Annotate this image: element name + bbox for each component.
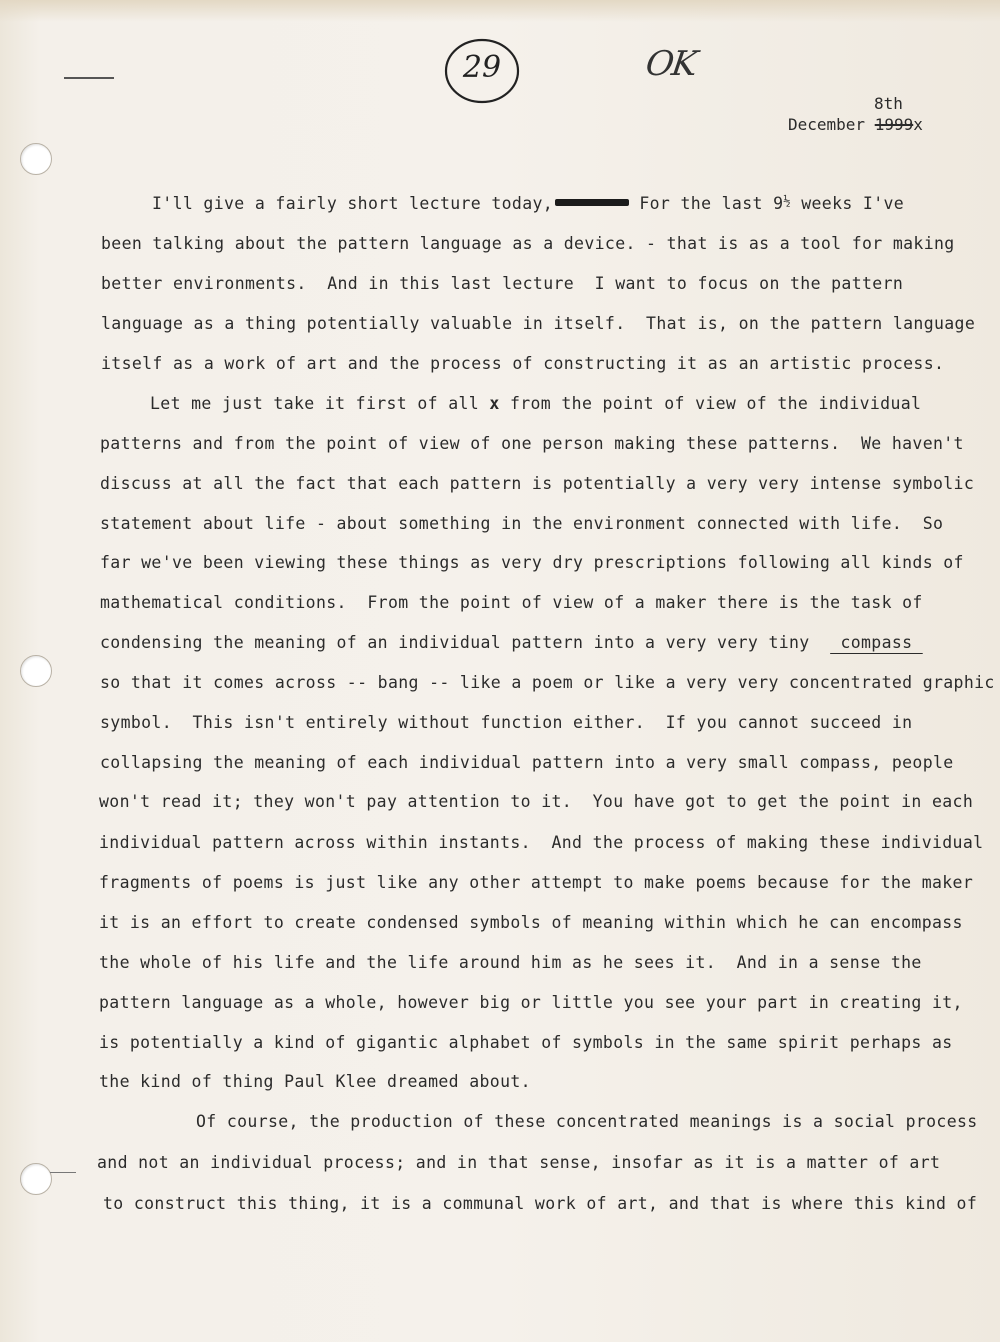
stray-pen-mark [64,77,114,79]
text-line: discuss at all the fact that each pattern is potentially a very very intense symbolic [100,474,975,493]
text-line: mathematical conditions. From the point of view of a maker there is the task of [100,593,923,612]
page-number-annotation [442,36,522,106]
typed-x-mark: x [489,394,500,413]
ok-handwritten-mark: OK [643,44,699,84]
text-line: collapsing the meaning of each individual pattern into a very small compass, people [100,753,954,772]
fraction-half: ½ [783,194,791,208]
underlined-word: compass [830,633,923,652]
text-line: itself as a work of art and the process of constructing it as an artistic process. [101,354,945,373]
text-line: and not an individual process; and in that sense, insofar as it is a matter of art [97,1153,941,1172]
text-line [152,194,904,213]
text-line: language as a thing potentially valuable in itself. That is, on the pattern language [101,314,976,333]
text-line: better environments. And in this last lecture I want to focus on the pattern [101,274,904,293]
date-struck-year: 1999 [874,115,914,134]
page-top-edge [0,0,1000,22]
punch-hole [20,1163,52,1195]
line-segment: I'll give a fairly short lecture today, [152,194,554,213]
text-line: patterns and from the point of view of one person making these patterns. We haven't [100,434,964,453]
line-segment: For the last [629,194,774,213]
date-year-suffix: x [913,115,923,134]
date-day: 8th [874,94,903,113]
text-line: fragments of poems is just like any other attempt to make poems because for the maker [99,873,974,892]
text-line: Of course, the production of these concentrated meanings is a social process [196,1112,978,1131]
text-line: individual pattern across within instants. And the process of making these individual [99,833,984,852]
line-segment: from the point of view of the individual [499,394,922,413]
stray-pen-mark [50,1172,76,1173]
date-month: December [788,115,866,134]
line-segment: condensing the meaning of an individual pattern into a very very tiny [100,633,831,652]
line-segment: weeks I've [790,194,905,213]
line-segment: Let me just take it first of all [150,394,490,413]
text-line: symbol. This isn't entirely without function either. If you cannot succeed in [100,713,913,732]
text-line: so that it comes across -- bang -- like a poem or like a very very concentrated graphic [100,673,995,692]
text-line: to construct this thing, it is a communal work of art, and that is where this kind of [103,1194,978,1213]
text-line: it is an effort to create condensed symbols of meaning within which he can encompass [99,913,963,932]
text-line: statement about life - about something in the environment connected with life. So [100,514,944,533]
punch-hole [20,143,52,175]
text-line: far we've been viewing these things as very dry prescriptions following all kinds of [100,553,964,572]
punch-hole [20,655,52,687]
text-line: won't read it; they won't pay attention to it. You have got to get the point in each [99,792,974,811]
text-line: pattern language as a whole, however big or little you see your part in creating it, [99,993,963,1012]
page-number: 29 [462,50,502,85]
text-line [150,394,921,413]
text-line: is potentially a kind of gigantic alphabet of symbols in the same spirit perhaps as [99,1033,953,1052]
crossed-out-scribble [555,199,629,206]
fraction-whole: 9 [773,194,784,213]
date-line [788,115,923,134]
text-line: the whole of his life and the life around him as he sees it. And in a sense the [99,953,922,972]
text-line: the kind of thing Paul Klee dreamed about. [99,1072,531,1091]
text-line: been talking about the pattern language as a device. - that is as a tool for making [101,234,955,253]
text-line [100,633,923,652]
